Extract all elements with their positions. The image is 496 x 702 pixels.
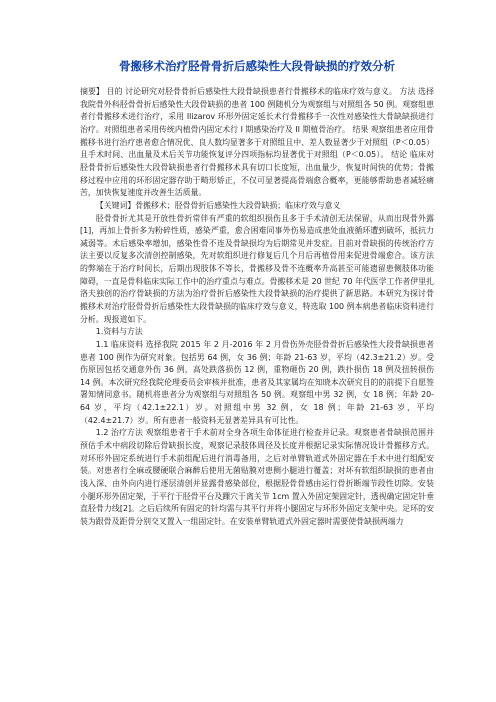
clinical-data-paragraph: 1.1 临床资料 选择我院 2015 年 2 月-2016 年 2 月骨伤外壳胫骨骨折后感染性大段骨缺损患者患者 100 例作为研究对象。包括男 64 例，女 36 例；年龄 21-63 岁，平均（42.3±21.2）岁。受伤原因包括交通意外伤 36 例，高处跌落损伤 12 例，重物砸伤 20 例，跌扑损伤 18 例及扭转损伤 14 例。本次研究经我院伦理委员会审核并批准，患者及其家属均在知晓本次研究目的的前提下自愿签署知情同意书。随机将患者分为观察组与对照组各 50 例。观察组中男 32 例，女 18 例；年龄 20-64 岁，平均（42.1±22.1）岁。对照组中男 32 例，女 18 例；年龄 21-63 岁，平均（42.4±21.7）岁。所有患者一般资料无显著差异具有可比性。: [80, 339, 434, 425]
abstract-paragraph: 摘要】 目的 讨论研究对胫骨骨折后感染性大段骨缺损患者行骨搬移术的临床疗效与意义。 方法 选择我院骨外科胫骨骨折后感染性大段骨缺损的患者 100 例随机分为观察组与对照组各 50 例。观察组患者行骨搬移术进行治疗，采用 Ilizarov 环形外固定延长术行骨搬移手一次性对感染性大骨缺缺损进行治疗。对照组患者采用传统内植骨内固定术行 I 期感染治疗及 II 期植骨治疗。 结果 观察组患者应用骨搬移书进行治疗患者愈合情况优、良人数均显著多于对照组且中、差人数显著少于对照组（P＜0.05）且手术时间、出血量及术后关节功能恢复评分四项指标均显著优于对照组（P＜0.05）。 结论 临床对胫骨骨折后感染性大段骨缺损患者行骨搬移术具有切口长度短，出血量少，恢复时间快的优势；骨搬移过程中应用的环形固定器存助于畸形矫正，不仅可显著提高骨端愈合概率，更能够帮助患者减轻痛苦，加快恢复速度并改善生活质量。: [80, 87, 434, 198]
paper-title: 骨搬移术治疗胫骨骨折后感染性大段骨缺损的疗效分析: [119, 59, 395, 73]
section-heading-methods: 1.资料与方法: [95, 327, 143, 337]
treatment-method-paragraph: 1.2 治疗方法 观察组患者于手术前对全身各项生命体征进行检查并记录。观察患者骨缺损范围并预估手术中病段切除后骨缺损长度，观察记录肢体周径及长度并根据记录实际情况设计骨搬移方式。对环形外固定系统进行手术前组配后进行消毒备用，之后对单臂轨道式外固定器在手术中进行组配安装。对患者行全麻或腰硬联合麻醉后使用无菌贴膜对患侧小腿进行覆盖；对坏有软组织缺损的患者由浅入深、由外向内进行逐层清创并显露骨感染部位，根据胫骨骨感由运行骨折断端节段性切除。安装小腿环形外固定架，于平行于胫骨平台及踝穴于离关节 1cm 置入外固定架固定针，透视确定固定针垂直胫骨力线[2]。之后后续所有固定的针均需与其平行并将小腿固定与环形外固定支架中央。足环的安装为跟骨及距骨分别交叉置入一组固定针。在安装单臂轨道式外固定器时需要使骨缺损两端力: [80, 428, 434, 526]
keywords-paragraph: 【关键词】骨搬移术；胫骨骨折后感染性大段骨缺损；临床疗效与意义: [95, 200, 341, 210]
paper-body: [80, 86, 434, 528]
introduction-paragraph: 胫骨骨折尤其是开放性骨折常伴有严重的软组织损伤且多于手术清创无法保留，从而出现骨外露[1]，再加上骨折多为粉碎性质，感染严重，愈合困难同事外伤易造成患处血液循环遭到破坏，抵抗力减弱等。术后感染率增加，感染性骨不连及骨缺损均为后期常见并发症。目前对骨缺损的传统治疗方法主要以反复多次清创控制感染，先对软组织进行修复后几个月后再植骨用来促进骨端愈合。该方法的弊端在于治疗时间长，后期出现肢体不等长，骨搬移及骨不连概率升高甚至可能遗留患侧肢体功能障碍，一直是骨科临床实际工作中的治疗重点与难点。骨搬移术是 20 世纪 70 年代医学工作者伊里扎洛夫独创的治疗骨缺损的方法为治疗骨折后感染性大段骨缺损的治疗提供了新思路。本研究为探讨骨搬移术对治疗胫骨骨折后感染性大段骨缺损的临床疗效与意义，特选取 100 例本病患者临床资料进行分析。现报道如下。: [80, 213, 434, 324]
